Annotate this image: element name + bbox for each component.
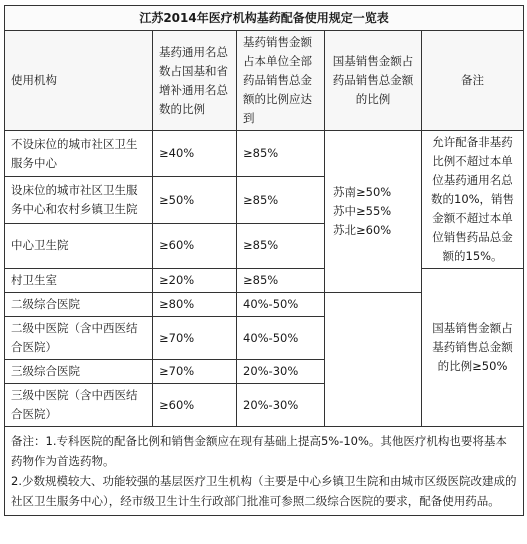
header-national-sales: 国基销售金额占药品销售总金额的比例 [325,31,422,131]
institution-cell: 中心卫生院 [5,223,153,268]
general-ratio-cell: ≥80% [153,293,237,317]
institution-cell: 三级中医院（含中西医结合医院） [5,384,153,427]
general-ratio-cell: ≥50% [153,177,237,223]
institution-cell: 不设床位的城市社区卫生服务中心 [5,131,153,177]
sales-ratio-cell: ≥85% [237,223,325,268]
regional-south: 苏南≥50% [333,185,392,199]
general-ratio-cell: ≥60% [153,223,237,268]
institution-cell: 二级综合医院 [5,293,153,317]
national-ratio-empty-cell [325,293,422,427]
sales-ratio-cell: 40%-50% [237,317,325,360]
policy-table [4,5,524,516]
institution-cell: 设床位的城市社区卫生服务中心和农村乡镇卫生院 [5,177,153,223]
header-ratio-sales: 基药销售金额占本单位全部药品销售总金额的比例应达到 [237,31,325,131]
notes-cell [5,427,524,516]
institution-cell: 二级中医院（含中西医结合医院） [5,317,153,360]
general-ratio-cell: ≥40% [153,131,237,177]
sales-ratio-cell: ≥85% [237,131,325,177]
table-row [5,269,524,293]
institution-cell: 村卫生室 [5,269,153,293]
general-ratio-cell: ≥20% [153,269,237,293]
sales-ratio-cell: 40%-50% [237,293,325,317]
sales-ratio-cell: ≥85% [237,177,325,223]
sales-ratio-cell: 20%-30% [237,360,325,384]
sales-ratio-cell: 20%-30% [237,384,325,427]
regional-ratio-cell [325,131,422,293]
remark-primary-cell: 允许配备非基药比例不超过本单位基药通用名总数的10%，销售金额不超过本单位销售药品总金额的15%。 [422,131,524,269]
header-remarks: 备注 [422,31,524,131]
general-ratio-cell: ≥70% [153,317,237,360]
general-ratio-cell: ≥60% [153,384,237,427]
policy-table-container [4,5,523,516]
notes-row [5,427,524,516]
header-ratio-general: 基药通用名总数占国基和省增补通用名总数的比例 [153,31,237,131]
header-row [5,31,524,131]
note-1: 备注：1.专科医院的配备比例和销售金额应在现有基础上提高5%-10%。其他医疗机构也要将基本药物作为首选药物。 [11,434,507,468]
regional-middle: 苏中≥55% [333,204,392,218]
general-ratio-cell: ≥70% [153,360,237,384]
table-row [5,131,524,177]
header-institution: 使用机构 [5,31,153,131]
table-title: 江苏2014年医疗机构基药配备使用规定一览表 [5,6,524,31]
regional-north: 苏北≥60% [333,223,392,237]
remark-hospital-cell: 国基销售金额占基药销售总金额的比例≥50% [422,269,524,427]
note-2: 2.少数规模较大、功能较强的基层医疗卫生机构（主要是中心乡镇卫生院和由城市区级医院改建成的社区卫生服务中心），经市级卫生计生行政部门批准可参照二级综合医院的要求，配备使用药品。 [11,474,517,508]
institution-cell: 三级综合医院 [5,360,153,384]
sales-ratio-cell: ≥85% [237,269,325,293]
